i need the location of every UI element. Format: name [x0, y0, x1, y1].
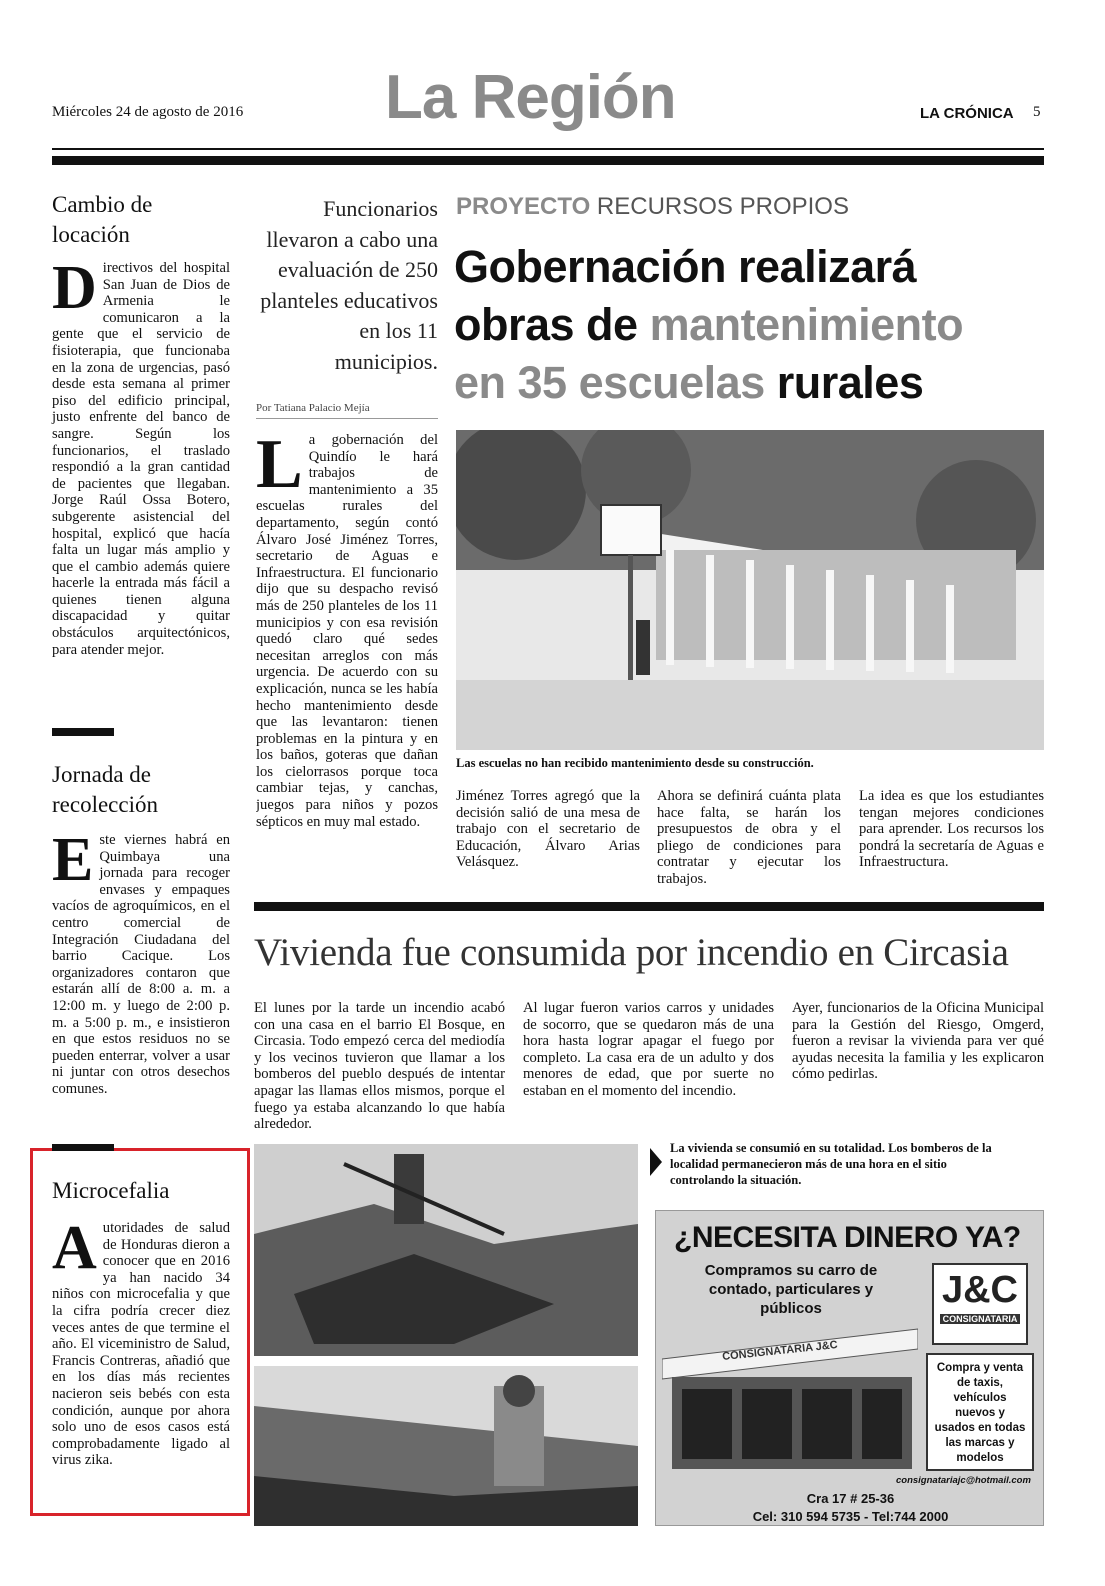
- story-summary: Funcionarios llevaron a cabo una evaluación de 250 planteles educativos en los 11 municipios.: [260, 196, 438, 374]
- building-illustration: [662, 1319, 918, 1469]
- brief-microcefalia: [52, 1176, 230, 1469]
- brief-title-line: locación: [52, 222, 130, 247]
- headline-black: rurales: [776, 357, 924, 408]
- dropcap: D: [52, 254, 97, 322]
- main-story-col4: La idea es que los estudiantes tengan mejores condiciones para aprender. Los recursos los pondrá la secretaría de Aguas e Infraestructura.: [859, 788, 1044, 871]
- newspaper-name: LA CRÓNICA: [920, 105, 1014, 122]
- fire-story-col2: Al lugar fueron varios carros y unidades de socorro, que se quedaron más de una hora hasta lograr apagar el fuego por completo. La casa era de un adulto y dos menores de edad, que por suerte no estaban en el momento del incendio.: [523, 1000, 774, 1099]
- page-number: 5: [1033, 104, 1041, 120]
- ad-subhead: Compramos su carro de contado, particulares y públicos: [704, 1262, 878, 1317]
- brief-title-line: recolección: [52, 792, 158, 817]
- brief-text: irectivos del hospital San Juan de Dios de Armenia le comunicaron a la gente que el servicio de fisioterapia, que funcionaba en la zona de urgencias, pasó desde esta semana al primer piso del edificio principal, justo enfrente del banco de sangre. Según los funcionarios, el traslado respondió a la gran cantidad de pacientes que llegaban. Jorge Raúl Ossa Botero, subgerente asistencial del hospital, explicó que hacía falta un lugar más amplio y que el cambio además quiere hacerle la entrada más fácil a quienes tienen alguna discapacidad y quitar obstáculos arquitectónicos, para atender mejor.: [52, 260, 230, 658]
- brief-separator: [52, 728, 114, 736]
- kicker-rest: RECURSOS PROPIOS: [596, 193, 849, 220]
- caption-arrow: [650, 1148, 662, 1176]
- fire-story-col3: Ayer, funcionarios de la Oficina Municipal para la Gestión del Riesgo, Omgerd, fueron a revisar la vivienda para ver qué ayudas necesita la familia y les explicaron cómo pedirlas.: [792, 1000, 1044, 1083]
- dropcap: A: [52, 1214, 97, 1282]
- fire-photo-2: [254, 1366, 638, 1526]
- headline-line: [454, 354, 1044, 412]
- byline-rule: [256, 418, 438, 419]
- fire-photo-1: [254, 1144, 638, 1356]
- brief-separator: [52, 1144, 114, 1151]
- fire-photo-caption: La vivienda se consumió en su totalidad. Los bomberos de la localidad permanecieron más de una hora en el sitio controlando la situación.: [670, 1141, 992, 1187]
- story-byline: Por Tatiana Palacio Mejía: [256, 402, 370, 414]
- ad-services-box: [926, 1353, 1034, 1471]
- school-photo: [456, 430, 1044, 750]
- main-story-col1: [256, 432, 438, 880]
- header-rule-thick: [52, 156, 1044, 165]
- brief-title: Microcefalia: [52, 1178, 170, 1203]
- brief-text: ste viernes habrá en Quimbaya una jornada para recoger envases y empaques vacíos de agroquímicos, en el centro comercial de Integración Ciudadana del barrio Cacique. Los organizadores contaron que estarán allí de 8:00 a. m. a 12:00 m. y luego de 2:00 p. m. a 5:00 p. m., e insistieron en que estos residuos no se pueden enterrar, volver a usar ni juntar con otros desechos comunes.: [52, 832, 230, 1097]
- story-text: a gobernación del Quindío le hará trabajos de mantenimiento a 35 escuelas rurales del departamento, según contó Álvaro José Jiménez Torres, secretario de Aguas e Infraestructura. El funcionario dijo que su despacho revisó más de 250 planteles de los 11 municipios y con esa revisión quedó claro qué sedes necesitan arreglos con más urgencia. De acuerdo con su explicación, nunca se les había hecho mantenimiento desde que las levantaron: tienen problemas en la pintura y en los baños, goteras que dañan los cielorrasos porque toca cambiar tejas, y canchas, juegos para niños y pozos sépticos en muy mal estado.: [256, 432, 438, 830]
- ad-phones: Cel: 310 594 5735 - Tel:744 2000: [752, 1509, 949, 1524]
- headline-gray: en 35 escuelas: [454, 357, 765, 408]
- logo-subtext: CONSIGNATARIA: [940, 1314, 1020, 1324]
- ad-headline: ¿NECESITA DINERO YA?: [674, 1221, 1021, 1254]
- brief-text: utoridades de salud de Honduras dieron a conocer que en 2016 ya han nacido 34 niños con microcefalia y que la cifra podría crecer diez veces antes de que termine el año. El viceministro de Salud, Francis Contreras, añadió que en los días más recientes nacieron seis bebés con esta condición, aunque por ahora solo uno de esos casos está comprobadamente ligado al virus zika.: [52, 1220, 230, 1469]
- fire-story-col1: El lunes por la tarde un incendio acabó con una casa en el barrio El Bosque, en Circasia. Todo empezó cerca del mediodía y los vecinos tuvieron que llamar a los bomberos del pueblo después de intentar apagar las llamas ellos mismos, porque el fuego ya estaba alcanzando lo que había alrededor.: [254, 1000, 505, 1133]
- headline-line: [454, 238, 1044, 296]
- brief-jornada-recoleccion: [52, 760, 230, 1098]
- fire-headline: Vivienda fue consumida por incendio en Circasia: [254, 931, 1009, 974]
- dropcap: L: [256, 432, 303, 503]
- brief-title: [52, 760, 230, 820]
- ad-logo: [932, 1263, 1028, 1345]
- building-sign: CONSIGNATARIA J&C: [721, 1338, 839, 1364]
- firefighter-illustration: [254, 1366, 638, 1526]
- brief-title-line: Cambio de: [52, 192, 153, 217]
- ad-services: Compra y venta de taxis, vehículos nuevos y usados en todas las marcas y modelos: [934, 1362, 1026, 1464]
- main-headline: [454, 238, 1044, 412]
- story-kicker: [456, 193, 849, 221]
- brief-cambio-locacion: [52, 190, 230, 658]
- dropcap: E: [52, 826, 94, 894]
- page-date: Miércoles 24 de agosto de 2016: [52, 104, 244, 120]
- ad-building: [662, 1319, 918, 1469]
- ad-email[interactable]: consignatariajc@hotmail.com: [896, 1475, 1031, 1486]
- ad-address: Cra 17 # 25-36: [806, 1491, 895, 1506]
- school-photo-caption: Las escuelas no han recibido mantenimiento desde su construcción.: [456, 756, 814, 770]
- kicker-bold: PROYECTO: [456, 193, 591, 220]
- ad-box[interactable]: [655, 1210, 1044, 1526]
- header-rule-thin: [52, 148, 1044, 150]
- section-title: La Región: [385, 63, 676, 132]
- headline-gray: mantenimiento: [649, 299, 964, 350]
- story-rule: [254, 902, 1044, 911]
- main-story-col3: Ahora se definirá cuánta plata hace falta, se harán los presupuestos de obra y el pliego de condiciones para contratar y ejecutar los trabajos.: [657, 788, 841, 887]
- headline-black: obras de: [454, 299, 638, 350]
- brief-title: [52, 190, 230, 250]
- brief-body: [52, 826, 230, 1098]
- main-story-col2: Jiménez Torres agregó que la decisión salió de una mesa de trabajo con el secretario de Educación, Álvaro Arias Velásquez.: [456, 788, 640, 871]
- fire-illustration: [254, 1144, 638, 1356]
- headline-line: [454, 296, 1044, 354]
- logo-text: J&C: [941, 1269, 1019, 1311]
- headline-black: Gobernación realizará: [454, 241, 917, 292]
- brief-body: [52, 1214, 230, 1469]
- brief-title-line: Jornada de: [52, 762, 151, 787]
- school-illustration: [456, 430, 1044, 750]
- brief-body: [52, 254, 230, 658]
